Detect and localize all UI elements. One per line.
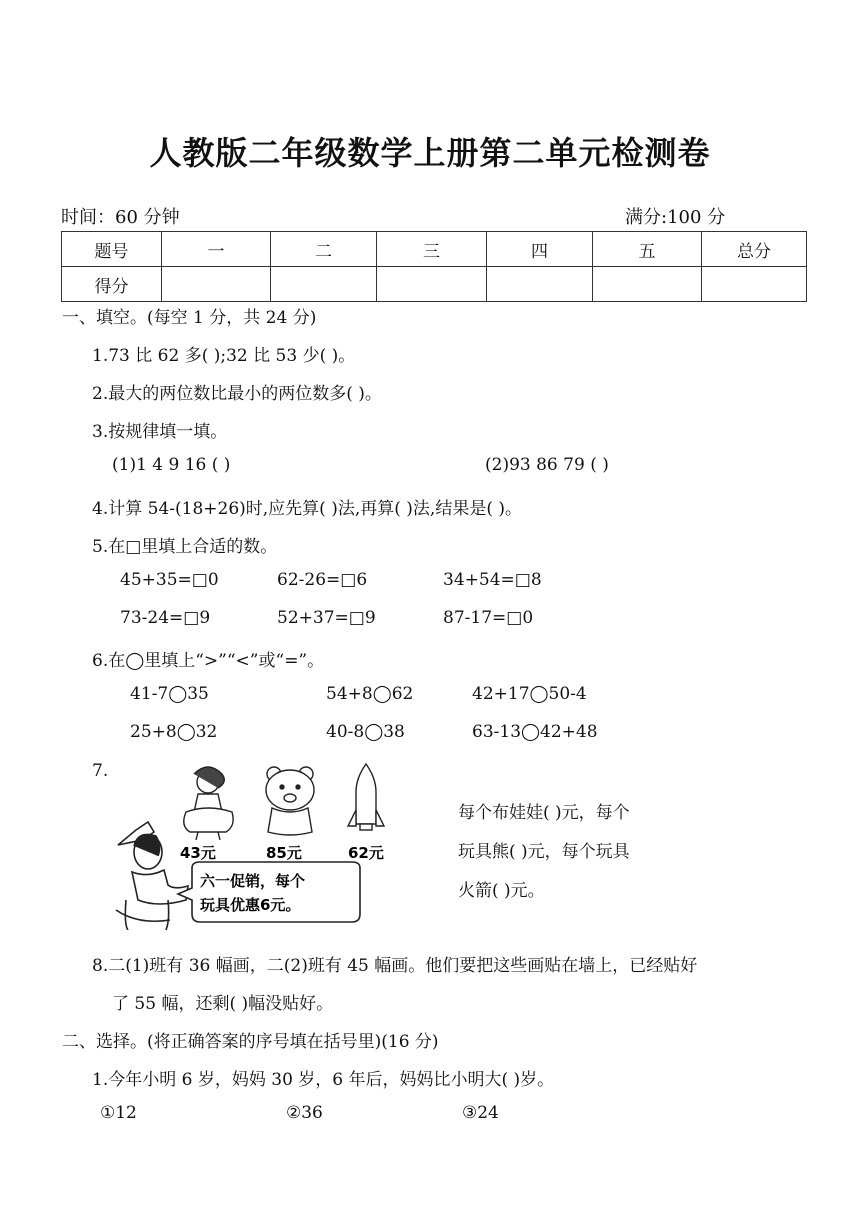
score-header-cell: 四 xyxy=(487,232,593,267)
question-1-7-line-1: 每个布娃娃( )元，每个 xyxy=(458,803,630,823)
question-1-5: 5.在□里填上合适的数。 xyxy=(92,537,278,557)
option-2: ②36 xyxy=(286,1103,323,1123)
score-header-cell: 题号 xyxy=(62,232,162,267)
toy-sale-illustration xyxy=(108,760,428,930)
fill-box-item: 87-17=□0 xyxy=(443,608,534,628)
bubble-line-2: 玩具优惠6元。 xyxy=(200,896,301,914)
question-1-8-line-1: 8.二(1)班有 36 幅画，二(2)班有 45 幅画。他们要把这些画贴在墙上，已经贴好 xyxy=(92,956,698,976)
fill-box-item: 34+54=□8 xyxy=(443,570,542,590)
score-header-cell: 三 xyxy=(377,232,487,267)
question-1-7-line-2: 玩具熊( )元，每个玩具 xyxy=(458,842,630,862)
question-1-6: 6.在◯里填上“>”“<”或“=”。 xyxy=(92,651,325,671)
score-cell[interactable] xyxy=(162,267,271,302)
score-row-label: 得分 xyxy=(62,267,162,302)
bear-icon xyxy=(266,767,314,835)
question-2-1: 1.今年小明 6 岁，妈妈 30 岁，6 年后，妈妈比小明大( )岁。 xyxy=(92,1070,555,1090)
question-1-3a: (1)1 4 9 16 ( ) xyxy=(112,455,231,475)
rocket-price: 62元 xyxy=(348,844,384,862)
score-table xyxy=(61,231,807,302)
question-1-8-line-2: 了 55 幅，还剩( )幅没贴好。 xyxy=(112,994,334,1014)
fill-box-item: 52+37=□9 xyxy=(277,608,376,628)
compare-item: 42+17◯50-4 xyxy=(472,684,587,704)
page-title: 人教版二年级数学上册第二单元检测卷 xyxy=(149,134,711,172)
fill-box-item: 45+35=□0 xyxy=(120,570,219,590)
score-table-header-row xyxy=(62,232,807,267)
question-1-7-line-3: 火箭( )元。 xyxy=(458,881,545,901)
score-header-cell: 五 xyxy=(593,232,702,267)
question-1-7-number: 7. xyxy=(92,761,109,781)
compare-item: 63-13◯42+48 xyxy=(472,722,598,742)
question-1-1: 1.73 比 62 多( );32 比 53 少( )。 xyxy=(92,346,356,366)
score-header-cell: 总分 xyxy=(702,232,807,267)
score-cell[interactable] xyxy=(271,267,377,302)
score-cell[interactable] xyxy=(593,267,702,302)
fill-box-item: 73-24=□9 xyxy=(120,608,211,628)
doll-icon xyxy=(184,767,233,840)
score-cell[interactable] xyxy=(702,267,807,302)
question-1-4: 4.计算 54-(18+26)时,应先算( )法,再算( )法,结果是( )。 xyxy=(92,499,522,519)
bear-price: 85元 xyxy=(266,844,302,862)
full-score-label: 满分:100 分 xyxy=(625,207,726,228)
speech-bubble xyxy=(178,862,360,922)
bubble-line-1: 六一促销，每个 xyxy=(200,872,306,890)
time-label: 时间：60 分钟 xyxy=(61,207,180,228)
doll-price: 43元 xyxy=(180,844,216,862)
compare-item: 54+8◯62 xyxy=(326,684,414,704)
rocket-icon xyxy=(348,764,384,830)
question-1-2: 2.最大的两位数比最小的两位数多( )。 xyxy=(92,384,382,404)
compare-item: 25+8◯32 xyxy=(130,722,218,742)
fill-box-item: 62-26=□6 xyxy=(277,570,368,590)
section2-heading: 二、选择。(将正确答案的序号填在括号里)(16 分) xyxy=(62,1032,439,1052)
option-1: ①12 xyxy=(100,1103,137,1123)
question-1-3: 3.按规律填一填。 xyxy=(92,422,228,442)
compare-item: 40-8◯38 xyxy=(326,722,405,742)
score-header-cell: 二 xyxy=(271,232,377,267)
score-cell[interactable] xyxy=(377,267,487,302)
section1-heading: 一、填空。(每空 1 分，共 24 分) xyxy=(62,308,317,328)
girl-figure xyxy=(116,822,188,930)
score-header-cell: 一 xyxy=(162,232,271,267)
question-1-3b: (2)93 86 79 ( ) xyxy=(485,455,609,475)
score-cell[interactable] xyxy=(487,267,593,302)
compare-item: 41-7◯35 xyxy=(130,684,209,704)
option-3: ③24 xyxy=(462,1103,499,1123)
score-table-score-row xyxy=(62,267,807,302)
